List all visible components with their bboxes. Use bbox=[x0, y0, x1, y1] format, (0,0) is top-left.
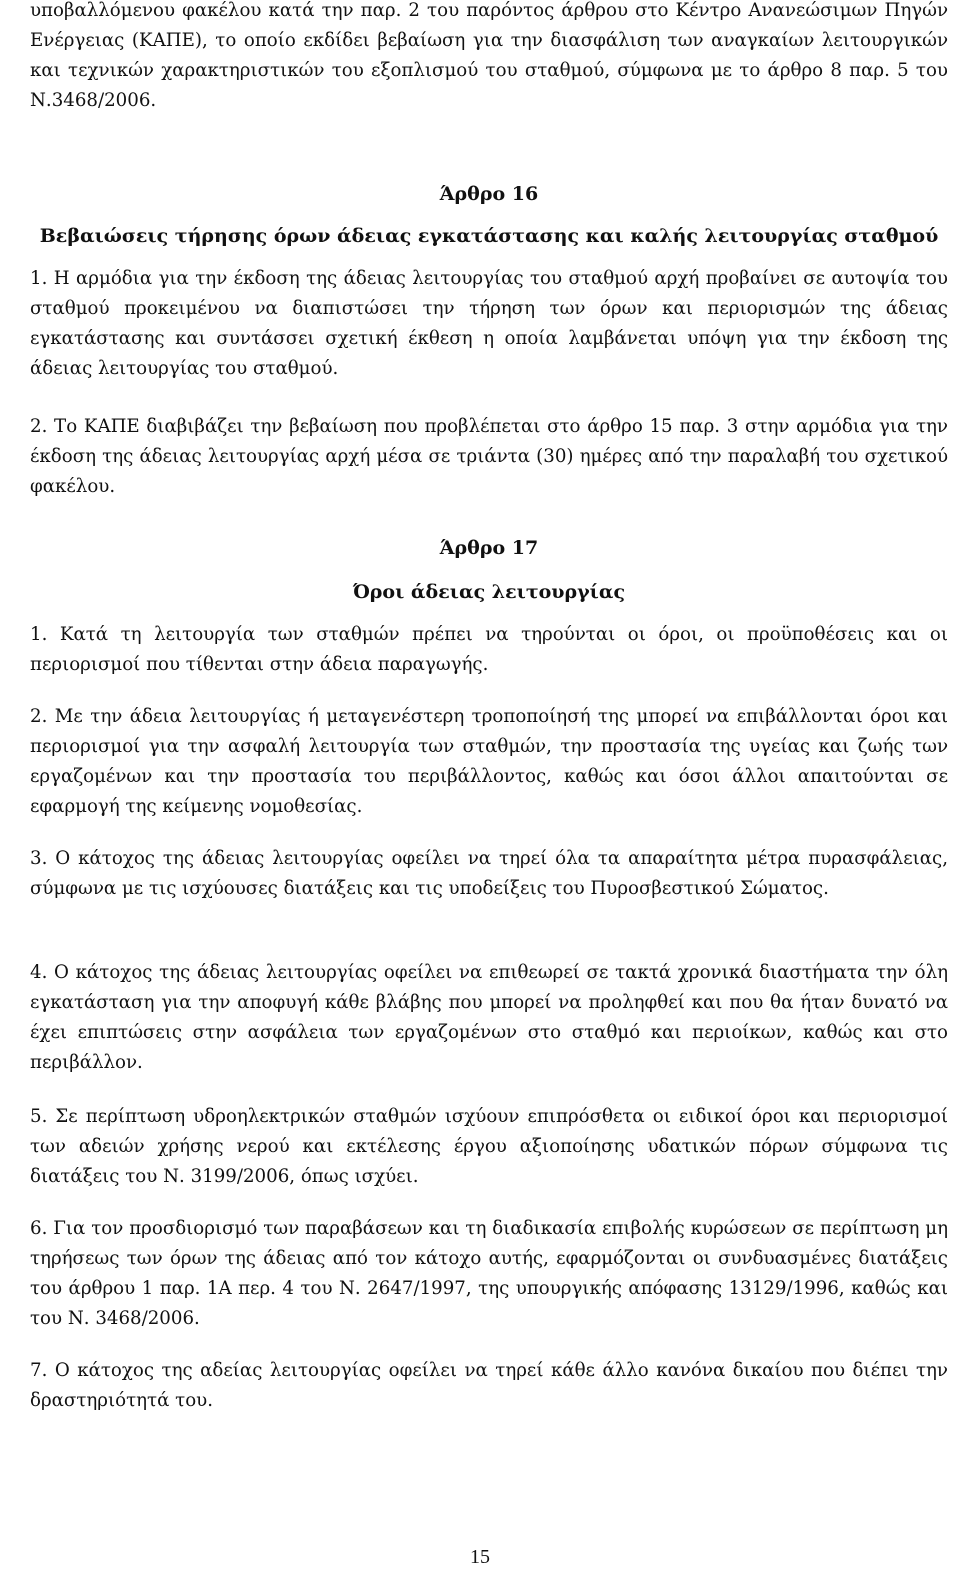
article-17-title: Όροι άδειας λειτουργίας bbox=[352, 581, 626, 603]
article-17-paragraph-3: 3. Ο κάτοχος της άδειας λειτουργίας οφείλει να τηρεί όλα τα απαραίτητα μέτρα πυρασφάλειας, σύμφωνα με τις ισχύουσες διατάξεις και τις υποδείξεις του Πυροσβεστικού Σώματος. bbox=[30, 848, 948, 899]
article-16-heading: Άρθρο 16 bbox=[439, 183, 539, 205]
article-16-paragraph-2: 2. Το ΚΑΠΕ διαβιβάζει την βεβαίωση που προβλέπεται στο άρθρο 15 παρ. 3 στην αρμόδια για την έκδοση της άδειας λειτουργίας αρχή μέσα σε τριάντα (30) ημέρες από την παραλαβή του σχετικού φακέλου. bbox=[30, 416, 948, 497]
article-16-title: Βεβαιώσεις τήρησης όρων άδειας εγκατάστασης και καλής λειτουργίας σταθμού bbox=[39, 225, 939, 247]
article-17-paragraph-4: 4. Ο κάτοχος της άδειας λειτουργίας οφείλει να επιθεωρεί σε τακτά χρονικά διαστήματα την όλη εγκατάσταση για την αποφυγή κάθε βλάβης που μπορεί να προληφθεί και που θα ήταν δυνατό να έχει επιπτώσεις στην ασφάλεια των εργαζομένων στο σταθμό και περιοίκων, καθώς και στο περιβάλλον. bbox=[30, 962, 948, 1073]
article-17-paragraph-6: 6. Για τον προσδιορισμό των παραβάσεων και τη διαδικασία επιβολής κυρώσεων σε περίπτωση μη τηρήσεως των όρων της άδειας από τον κάτοχο αυτής, εφαρμόζονται οι συνδυασμένες διατάξεις του άρθρου 1 παρ. 1Α περ. 4 του Ν. 2647/1997, της υπουργικής απόφασης 13129/1996, καθώς και του Ν. 3468/2006. bbox=[30, 1218, 948, 1329]
page-number: 15 bbox=[470, 1546, 490, 1568]
article-17-paragraph-5: 5. Σε περίπτωση υδροηλεκτρικών σταθμών ισχύουν επιπρόσθετα οι ειδικοί όροι και περιορισμοί των αδειών χρήσης νερού και εκτέλεσης έργου αξιοποίησης υδατικών πόρων σύμφωνα τις διατάξεις του Ν. 3199/2006, όπως ισχύει. bbox=[30, 1106, 948, 1187]
article-17-paragraph-2: 2. Με την άδεια λειτουργίας ή μεταγενέστερη τροποποίησή της μπορεί να επιβάλλονται όροι και περιορισμοί για την ασφαλή λειτουργία των σταθμών, την προστασία της υγείας και ζωής των εργαζομένων και την προστασία του περιβάλλοντος, καθώς και όσοι άλλοι απαιτούνται σε εφαρμογή της κείμενης νομοθεσίας. bbox=[30, 706, 948, 817]
intro-paragraph: υποβαλλόμενου φακέλου κατά την παρ. 2 του παρόντος άρθρου στο Κέντρο Ανανεώσιμων Πηγών Ενέργειας (ΚΑΠΕ), το οποίο εκδίδει βεβαίωση για την διασφάλιση των αναγκαίων λειτουργικών και τεχνικών χαρακτηριστικών του εξοπλισμού του σταθμού, σύμφωνα με το άρθρο 8 παρ. 5 του Ν.3468/2006. bbox=[30, 0, 948, 111]
article-17-heading: Άρθρο 17 bbox=[439, 537, 539, 559]
article-17-paragraph-7: 7. Ο κάτοχος της αδείας λειτουργίας οφείλει να τηρεί κάθε άλλο κανόνα δικαίου που διέπει την δραστηριότητά του. bbox=[30, 1360, 948, 1411]
article-16-paragraph-1: 1. Η αρμόδια για την έκδοση της άδειας λειτουργίας του σταθμού αρχή προβαίνει σε αυτοψία του σταθμού προκειμένου να διαπιστώσει την τήρηση των όρων και περιορισμών της άδειας εγκατάστασης και συντάσσει σχετική έκθεση η οποία λαμβάνεται υπόψη για την έκδοση της άδειας λειτουργίας του σταθμού. bbox=[30, 268, 948, 379]
article-17-paragraph-1: 1. Κατά τη λειτουργία των σταθμών πρέπει να τηρούνται οι όροι, οι προϋποθέσεις και οι περιορισμοί που τίθενται στην άδεια παραγωγής. bbox=[30, 624, 948, 675]
